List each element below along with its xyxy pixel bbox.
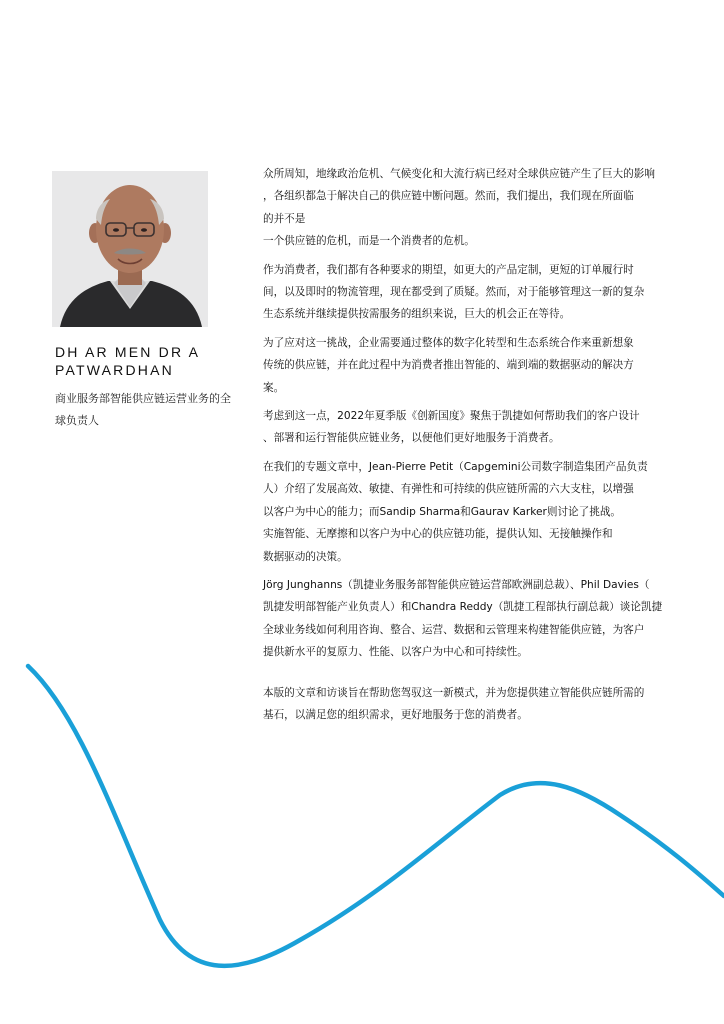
text-line: 、部署和运行智能供应链业务，以便他们更好地服务于消费者。 [263,432,560,445]
text-line: ，各组织都急于解决自己的供应链中断问题。然而，我们提出，我们现在所面临 [263,190,634,203]
author-portrait [52,171,208,327]
text-line: 人）介绍了发展高效、敏捷、有弹性和可持续的供应链所需的六大支柱，以增强 [263,483,634,496]
text-line: 间，以及即时的物流管理，现在都受到了质疑。然而，对于能够管理这一新的复杂 [263,286,645,299]
text-line: 实施智能、无摩擦和以客户为中心的供应链功能，提供认知、无接触操作和 [263,528,613,541]
author-role-line2: 球负责人 [55,414,99,427]
text-line: 传统的供应链，并在此过程中为消费者推出智能的、端到端的数据驱动的解决方 [263,359,634,372]
text-line: 考虑到这一点，2022年夏季版《创新国度》聚焦于凯捷如何帮助我们的客户设计 [263,410,640,423]
author-name [55,343,230,379]
text-line: 作为消费者，我们都有各种要求的期望，如更大的产品定制，更短的订单履行时 [263,263,634,276]
text-line: 的并不是 [263,212,306,225]
text-line: Jörg Junghanns（凯捷业务服务部智能供应链运营部欧洲副总裁）、Phil Davies（ [263,578,650,591]
paragraph-intro [263,163,681,253]
author-role [55,388,240,432]
author-name-line1: DH AR MEN DR A [55,344,201,360]
text-line: 案。 [263,381,285,394]
text-line: 众所周知，地缘政治危机、气候变化和大流行病已经对全球供应链产生了巨大的影响 [263,168,655,180]
text-line: 在我们的专题文章中，Jean-Pierre Petit（Capgemini公司数字制造集团产品负责 [263,460,648,473]
author-photo [52,171,208,327]
author-name-line2: PATWARDHAN [55,362,174,378]
text-line: 一个供应链的危机，而是一个消费者的危机。 [263,235,475,248]
text-line: 为了应对这一挑战，企业需要通过整体的数字化转型和生态系统合作来重新想象 [263,336,634,349]
paragraph-closing [263,682,681,727]
paragraph-edition [263,405,681,450]
paragraph-feature [263,456,681,568]
text-line: 提供新水平的复原力、性能、以客户为中心和可持续性。 [263,646,528,659]
text-line: 基石，以满足您的组织需求，更好地服务于您的消费者。 [263,708,528,721]
text-line: 凯捷发明部智能产业负责人）和Chandra Reddy（凯捷工程部执行副总裁）谈论凯捷 [263,601,663,614]
main-text [263,163,681,732]
text-line: 本版的文章和访谈旨在帮助您驾驭这一新模式，并为您提供建立智能供应链所需的 [263,686,645,699]
text-line: 以客户为中心的能力；而Sandip Sharma和Gaurav Karker则讨论了挑战。 [263,505,622,518]
text-line: 数据驱动的决策。 [263,550,348,563]
paragraph-interviews [263,574,681,664]
paragraph-challenge [263,332,681,399]
text-line: 生态系统并继续提供按需服务的组织来说，巨大的机会正在等待。 [263,308,571,321]
paragraph-consumer [263,259,681,326]
text-line: 全球业务线如何利用咨询、整合、运营、数据和云管理来构建智能供应链，为客户 [263,623,645,636]
author-role-line1: 商业服务部智能供应链运营业务的全 [55,392,231,405]
